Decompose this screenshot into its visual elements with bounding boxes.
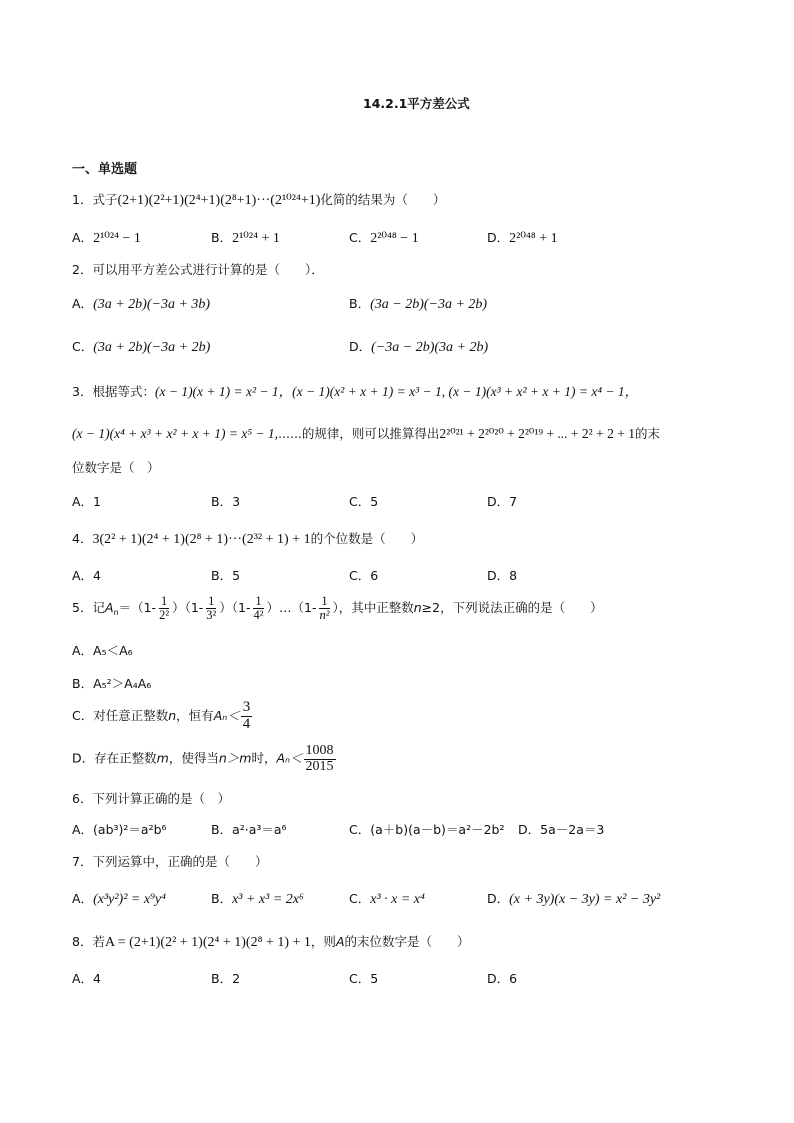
q7-option-d[interactable] (487, 893, 660, 907)
option-label: B． (211, 230, 233, 245)
option-label: B． (211, 891, 233, 906)
var-an: Aₙ＜ (213, 707, 240, 723)
question-3-line-1 (72, 385, 638, 399)
q8-expression: A = (2+1)(2² + 1)(2⁴ + 1)(2⁸ + 1) + 1 (104, 935, 311, 950)
q8-mid: ，则 (310, 934, 336, 949)
q8-option-a[interactable]: A．4 (72, 971, 102, 986)
q3-equation-4: (x − 1)(x⁴ + x³ + x² + x + 1) = x⁵ − 1, (72, 426, 279, 441)
q3-text: ......的规律，则可以推算得出 (278, 426, 440, 441)
question-3-line-2 (72, 427, 660, 441)
q1-prefix: 1．式子 (72, 192, 118, 207)
q4-expression: 3(2² + 1)(2⁴ + 1)(2⁸ + 1)···(2³² + 1) + 1 (92, 532, 311, 547)
q5-suffix: ），其中正整数 (332, 600, 414, 616)
var-an: Aₙ＜ (276, 750, 303, 766)
question-3-line-3: 位数字是（ ） (72, 460, 160, 475)
option-value: 2¹⁰²⁴ − 1 (93, 231, 141, 246)
q3-option-a[interactable]: A．1 (72, 494, 102, 509)
option-label: D． (487, 230, 510, 245)
q2-option-a[interactable] (72, 298, 210, 312)
q5-mid: ）（1- (219, 600, 251, 616)
question-5 (72, 595, 603, 622)
q3-option-c[interactable]: C．5 (349, 494, 379, 509)
q3-prefix: 3．根据等式： (72, 384, 155, 399)
q8-var: A (335, 934, 345, 949)
var-cond: n＞m (218, 750, 252, 766)
option-value: (x + 3y)(x − 3y) = x² − 3y² (509, 892, 661, 907)
q8-option-b[interactable]: B．2 (211, 971, 241, 986)
q7-option-c[interactable] (349, 893, 425, 907)
q7-option-a[interactable] (72, 893, 166, 907)
option-value: (3a + 2b)(−3a + 2b) (93, 340, 211, 355)
option-label: A． (72, 296, 94, 311)
q5-fraction-4: $\frac{1}{\text{n²}}$ (319, 594, 330, 623)
q1-option-c[interactable] (349, 232, 419, 246)
option-label: C． (349, 891, 371, 906)
option-value: 2²⁰⁴⁸ − 1 (370, 231, 419, 246)
q2-option-c[interactable] (72, 341, 210, 355)
q3-end: 的末 (634, 426, 660, 441)
q5-fraction-1: $\frac{1}{\text{2²}}$ (159, 594, 170, 623)
option-value: (−3a − 2b)(3a + 2b) (371, 340, 489, 355)
question-8 (72, 936, 470, 950)
q4-suffix: 的个位数是（ ） (310, 531, 424, 546)
q6-option-b[interactable]: B．a²·a³＝a⁶ (211, 822, 287, 837)
q4-option-c[interactable]: C．6 (349, 568, 379, 583)
page-title: 14.2.1平方差公式 (363, 96, 470, 111)
q2-option-b[interactable] (349, 298, 487, 312)
q2-option-d[interactable] (349, 341, 488, 355)
q1-expression: (2+1)(2²+1)(2⁴+1)(2⁸+1)···(2¹⁰²⁴+1) (117, 193, 321, 208)
var-n: n (168, 707, 177, 723)
q5-a: A (104, 600, 114, 616)
q3-option-d[interactable]: D．7 (487, 494, 518, 509)
q1-option-b[interactable] (211, 232, 280, 246)
q3-equations: (x − 1)(x + 1) = x² − 1，(x − 1)(x² + x + 1) = x³ − 1, (x − 1)(x³ + x² + x + 1) = x⁴ − 1， (154, 384, 639, 399)
q4-option-a[interactable]: A．4 (72, 568, 102, 583)
q5-mid: ）（1- (172, 600, 204, 616)
option-value: 2¹⁰²⁴ + 1 (232, 231, 280, 246)
q5-subscript: n (113, 608, 119, 618)
question-2: 2．可以用平方差公式进行计算的是（ ）． (72, 262, 324, 277)
q6-option-c[interactable]: C．(a＋b)(a－b)＝a²－2b² (349, 822, 505, 837)
option-value: (3a − 2b)(−3a + 2b) (370, 297, 488, 312)
option-value: 2²⁰⁴⁸ + 1 (509, 231, 558, 246)
q1-suffix: 化简的结果为（ ） (320, 192, 446, 207)
q5-option-a[interactable]: A．A₅＜A₆ (72, 643, 133, 658)
q8-option-c[interactable]: C．5 (349, 971, 379, 986)
q5-option-c[interactable] (72, 700, 253, 733)
q5-fraction-2: $\frac{1}{\text{3²}}$ (206, 594, 217, 623)
q5-mid: ）…（1- (266, 600, 317, 616)
option-label: A． (72, 230, 94, 245)
q5-option-d[interactable] (72, 744, 337, 774)
option-value: (x³y²)² = x⁹y⁴ (93, 892, 167, 907)
q4-option-d[interactable]: D．8 (487, 568, 518, 583)
q5-prefix: 5．记 (72, 600, 105, 616)
q1-option-d[interactable] (487, 232, 558, 246)
q5-fraction-3: $\frac{1}{\text{4²}}$ (253, 594, 264, 623)
fraction: $\frac{3}{4}$ (242, 699, 251, 732)
q8-option-d[interactable]: D．6 (487, 971, 518, 986)
q4-prefix: 4． (72, 531, 93, 546)
q5-option-b[interactable]: B．A₅²＞A₄A₆ (72, 676, 152, 691)
q7-option-b[interactable] (211, 893, 304, 907)
q6-option-a[interactable]: A．(ab³)²＝a²b⁶ (72, 822, 167, 837)
fraction: $\frac{1008}{2015}$ (305, 743, 334, 774)
option-label: C． (349, 230, 371, 245)
question-4 (72, 533, 423, 547)
option-label: D． (487, 891, 510, 906)
option-value: x³ + x³ = 2x⁶ (232, 892, 304, 907)
option-label: B． (349, 296, 371, 311)
q3-sum: 2²⁰²¹ + 2²⁰²⁰ + 2²⁰¹⁹ + ... + 2² + 2 + 1 (439, 426, 635, 441)
question-7: 7．下列运算中，正确的是（ ） (72, 854, 268, 869)
option-label: C． (72, 339, 94, 354)
q3-option-b[interactable]: B．3 (211, 494, 241, 509)
option-text: 时， (251, 750, 277, 766)
option-text: C．对任意正整数 (72, 707, 169, 723)
option-text: D．存在正整数 (72, 750, 157, 766)
option-value: x³ · x = x⁴ (370, 892, 425, 907)
q5-n: n (413, 600, 422, 616)
option-text: ，恒有 (176, 707, 214, 723)
question-1 (72, 194, 445, 208)
q5-eq: ＝（1- (118, 600, 157, 616)
option-label: D． (349, 339, 372, 354)
section-heading: 一、单选题 (72, 162, 138, 177)
var-m: m (156, 750, 169, 766)
option-label: A． (72, 891, 94, 906)
q8-prefix: 8．若 (72, 934, 105, 949)
q1-option-a[interactable] (72, 232, 141, 246)
q6-option-d[interactable]: D．5a－2a＝3 (518, 822, 605, 837)
option-value: (3a + 2b)(−3a + 3b) (93, 297, 211, 312)
q5-condition: ≥2，下列说法正确的是（ ） (421, 600, 603, 616)
q8-suffix: 的末位数字是（ ） (344, 934, 470, 949)
q4-option-b[interactable]: B．5 (211, 568, 241, 583)
option-text: ，使得当 (168, 750, 219, 766)
question-6: 6．下列计算正确的是（ ） (72, 791, 230, 806)
